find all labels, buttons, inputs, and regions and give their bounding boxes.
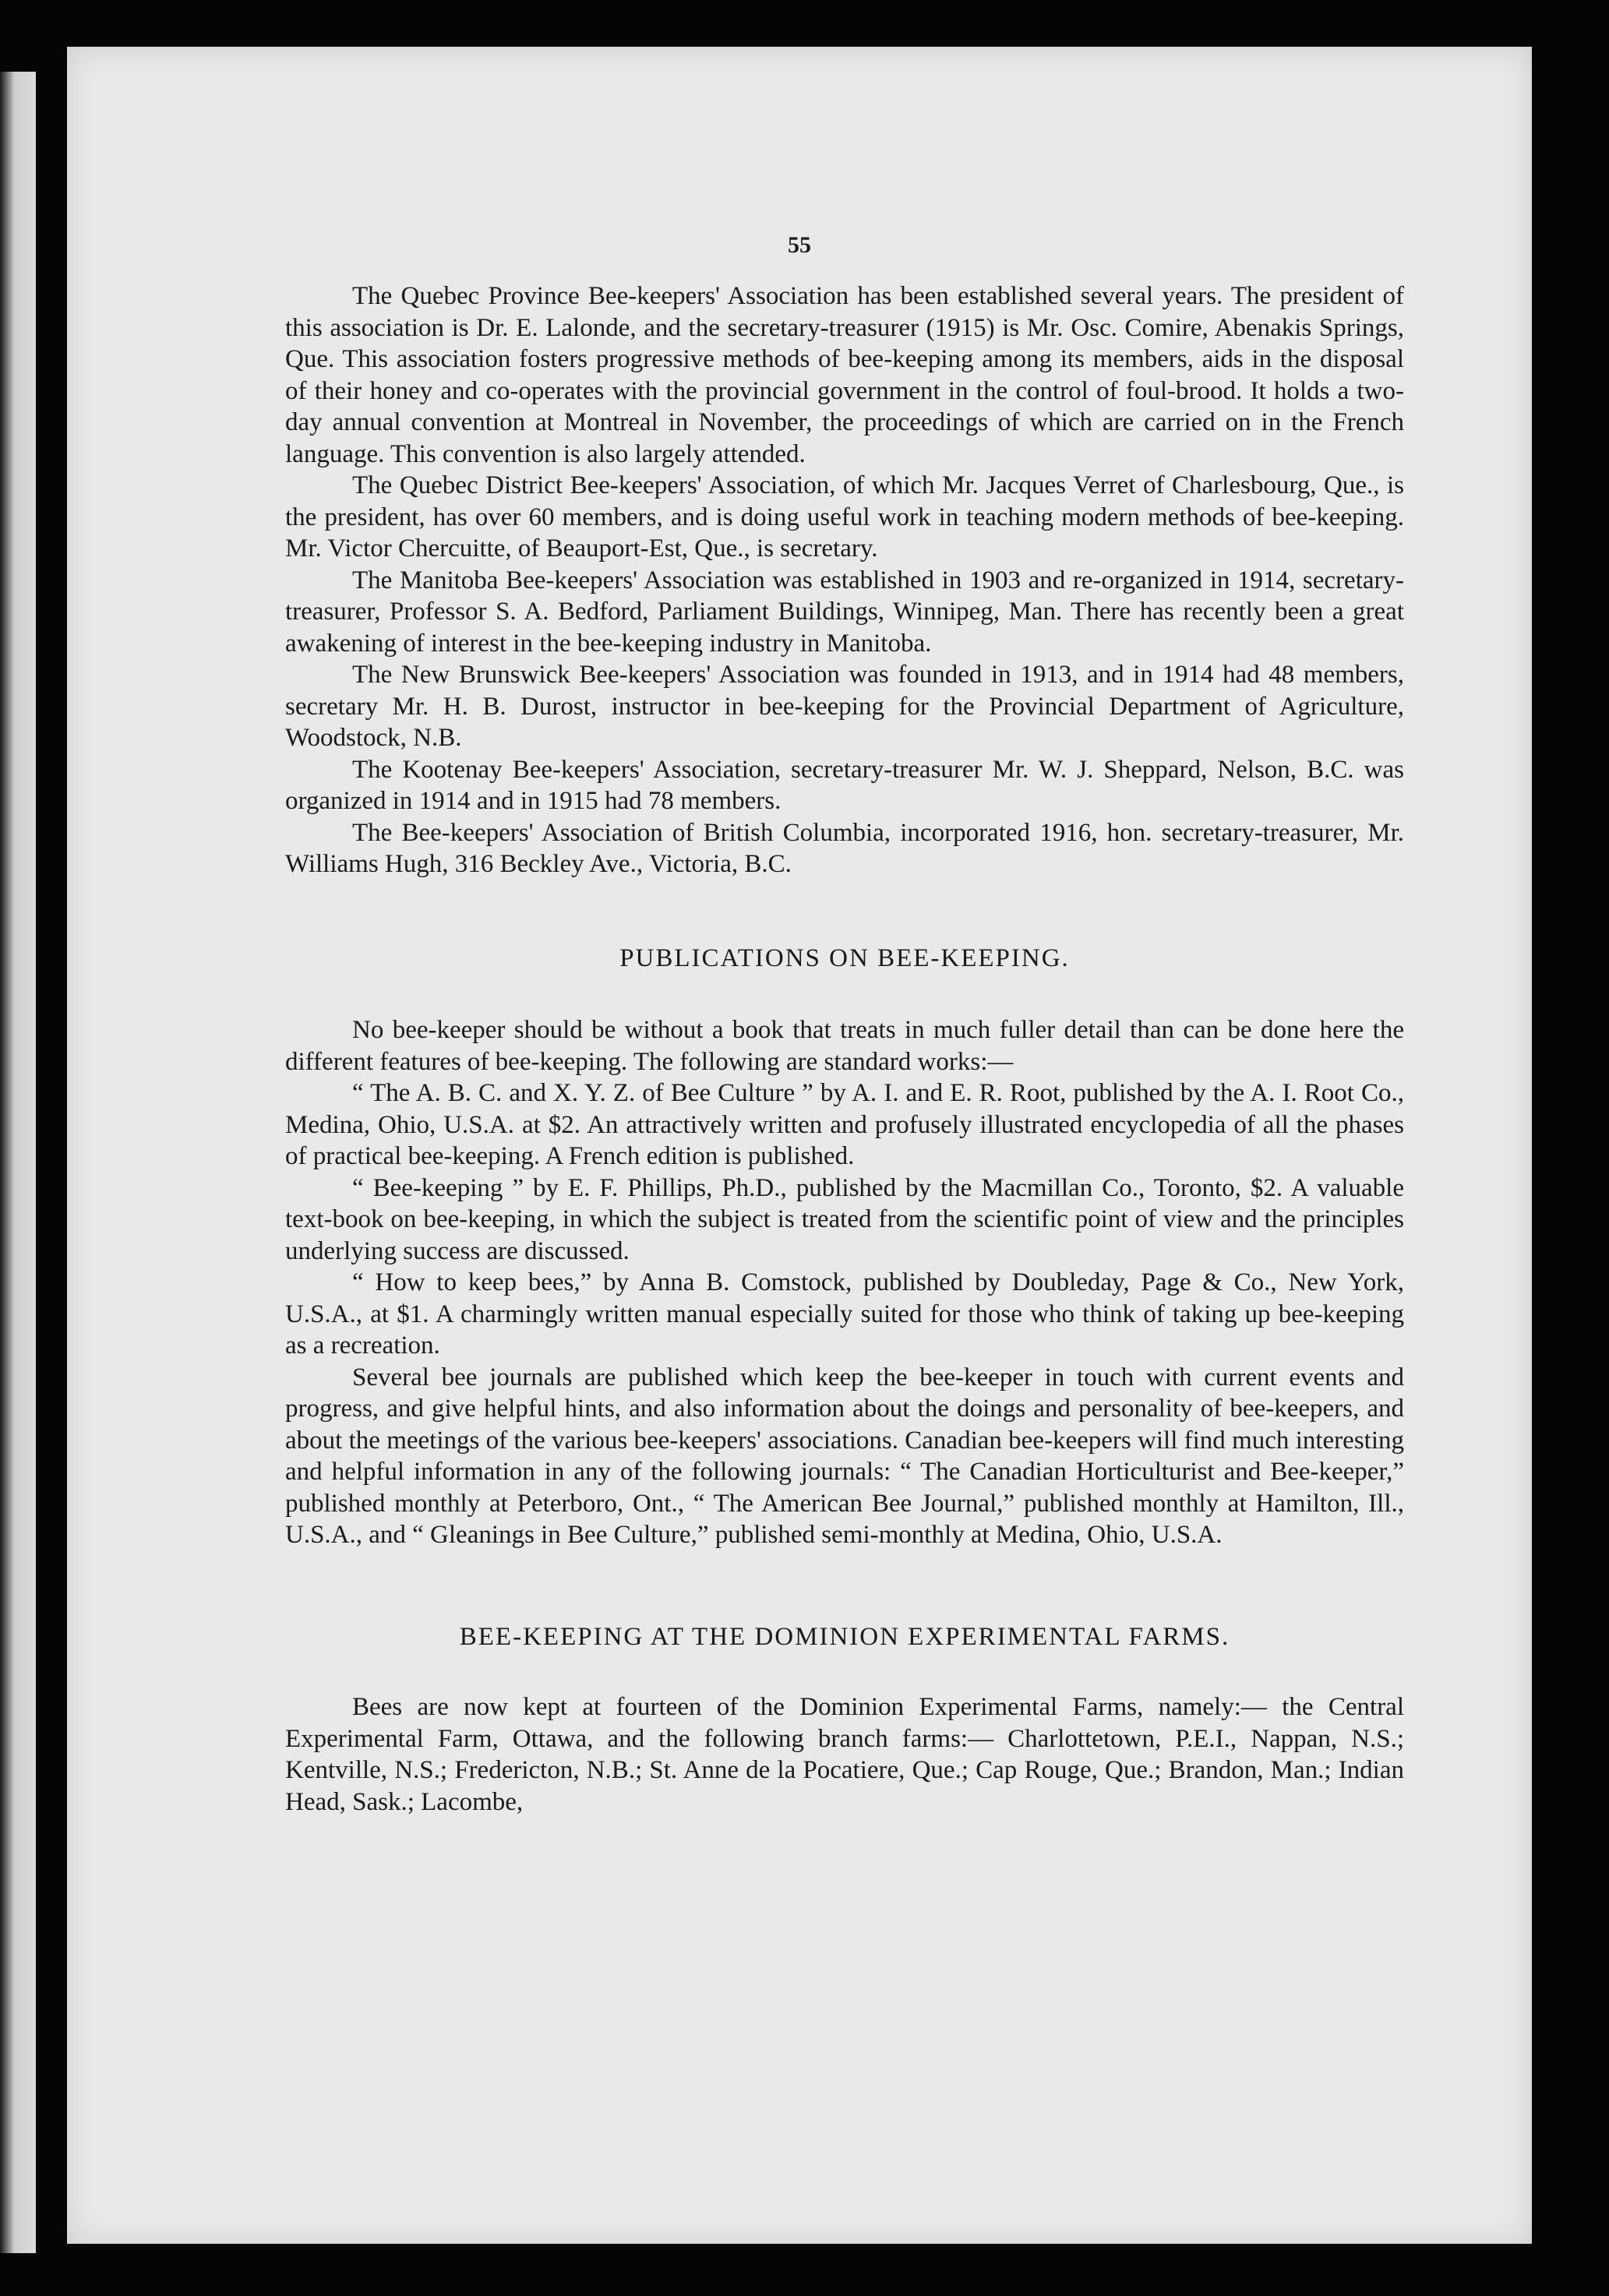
adjacent-page-edge: [0, 72, 36, 2253]
section-heading-publications: PUBLICATIONS ON BEE-KEEPING.: [619, 943, 1070, 972]
paragraph-bee-journals: Several bee journals are published which keep the bee-keeper in touch with current events and progress, and give helpful hints, and also information about the doings and personality of bee-keepers, and about the meetings of the various bee-keepers' associations. Canadian bee-keepers will find much interesting and helpful information in any of the following journals: “ The Canadian Horticulturist and Bee-keeper,” published monthly at Peterboro, Ont., “ The American Bee Journal,” published monthly at Hamilton, Ill., U.S.A., and “ Gleanings in Bee Culture,” published semi-monthly at Medina, Ohio, U.S.A.: [285, 1363, 1404, 1549]
paragraph-bee-keeping-phillips: “ Bee-keeping ” by E. F. Phillips, Ph.D., published by the Macmillan Co., Toronto, $2. A valuable text-book on bee-keeping, in which the subject is treated from the scientific point of view and the principles underlying success are discussed.: [285, 1173, 1404, 1265]
paragraph-publications-intro: No bee-keeper should be without a book that treats in much fuller detail than can be done here the different features of bee-keeping. The following are standard works:—: [285, 1016, 1404, 1076]
paragraph-experimental-farms: Bees are now kept at fourteen of the Dominion Experimental Farms, namely:— the Central Experimental Farm, Ottawa, and the following branch farms:— Charlottetown, P.E.I., Nappan, N.S.; Kentville, N.S.; Fredericton, N.B.; St. Anne de la Pocatiere, Que.; Cap Rouge, Que.; Brandon, Man.; Indian Head, Sask.; Lacombe,: [285, 1693, 1404, 1816]
paragraph-manitoba: The Manitoba Bee-keepers' Association was established in 1903 and re-organized in 1914, secretary-treasurer, Professor S. A. Bedford, Parliament Buildings, Winnipeg, Man. There has recently been a great awakening of interest in the bee-keeping industry in Manitoba.: [285, 566, 1404, 658]
paragraph-british-columbia: The Bee-keepers' Association of British Columbia, incorporated 1916, hon. secretary-treasurer, Mr. Williams Hugh, 316 Beckley Ave., Victoria, B.C.: [285, 818, 1404, 878]
paragraph-how-to-keep-bees: “ How to keep bees,” by Anna B. Comstock, published by Doubleday, Page & Co., New York, U.S.A., at $1. A charmingly written manual especially suited for those who think of taking up bee-keeping as a recreation.: [285, 1268, 1404, 1360]
page-number: 55: [788, 232, 811, 258]
paragraph-quebec-province: The Quebec Province Bee-keepers' Association has been established several years. The president of this association is Dr. E. Lalonde, and the secretary-treasurer (1915) is Mr. Osc. Comire, Abenakis Springs, Que. This association fosters progressive methods of bee-keeping among its members, aids in the disposal of their honey and co-operates with the provincial government in the control of foul-brood. It holds a two-day annual convention at Montreal in November, the proceedings of which are carried on in the French language. This convention is also largely attended.: [285, 282, 1404, 468]
paragraph-new-brunswick: The New Brunswick Bee-keepers' Association was founded in 1913, and in 1914 had 48 members, secretary Mr. H. B. Durost, instructor in bee-keeping for the Provincial Department of Agriculture, Woodstock, N.B.: [285, 661, 1404, 752]
paragraph-kootenay: The Kootenay Bee-keepers' Association, secretary-treasurer Mr. W. J. Sheppard, Nelson, B.C. was organized in 1914 and in 1915 had 78 members.: [285, 755, 1404, 815]
paragraph-abc-xyz-bee-culture: “ The A. B. C. and X. Y. Z. of Bee Culture ” by A. I. and E. R. Root, published by the A. I. Root Co., Medina, Ohio, U.S.A. at $2. An attractively written and profusely illustrated encyclopedia of all the phases of practical bee-keeping. A French edition is published.: [285, 1079, 1404, 1170]
document-page: [67, 47, 1532, 2244]
paragraph-quebec-district: The Quebec District Bee-keepers' Association, of which Mr. Jacques Verret of Charlesbourg, Que., is the president, has over 60 members, and is doing useful work in teaching modern methods of bee-keeping. Mr. Victor Chercuitte, of Beauport-Est, Que., is secretary.: [285, 471, 1404, 563]
page-body: [285, 280, 1404, 1818]
section-heading-experimental-farms: BEE-KEEPING AT THE DOMINION EXPERIMENTAL FARMS.: [459, 1622, 1230, 1651]
